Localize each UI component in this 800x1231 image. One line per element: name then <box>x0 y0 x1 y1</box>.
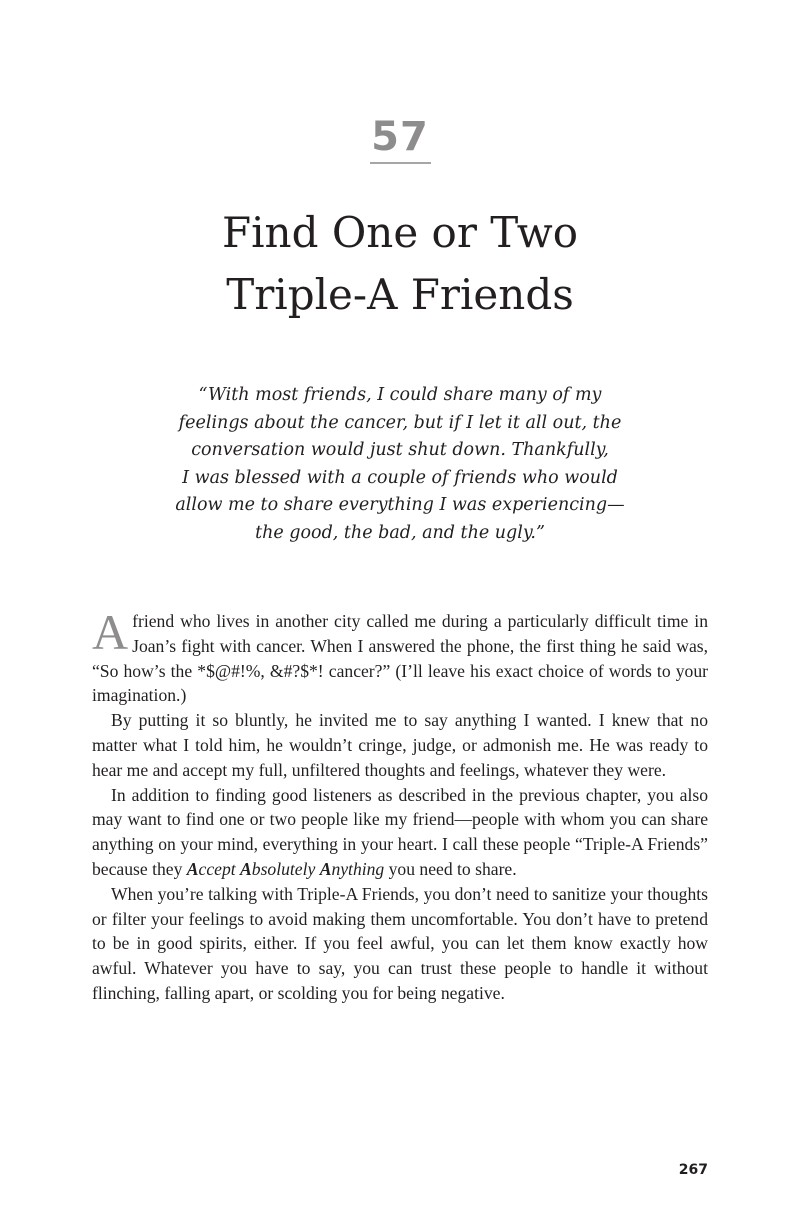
emphasis-rest: ccept <box>198 858 241 879</box>
chapter-title-line: Find One or Two <box>221 208 578 257</box>
drop-cap: A <box>92 604 129 660</box>
epigraph-line: “With most friends, I could share many of my <box>198 385 602 405</box>
epigraph-line: the good, the bad, and the ugly.” <box>255 522 545 543</box>
emphasis-initial: A <box>240 858 252 879</box>
body-paragraph: By putting it so bluntly, he invited me to say anything I wanted. I knew that no matter what I told him, he wouldn’t cringe, judge, or admonish me. He was ready to hear me and accept my full, unfiltered thoughts and feelings, whatever they were. <box>92 710 708 780</box>
epigraph-line: conversation would just shut down. Thankfully, <box>191 440 609 461</box>
page-number: 267 <box>678 1162 708 1178</box>
chapter-title <box>0 202 800 326</box>
epigraph-line: I was blessed with a couple of friends who would <box>182 467 618 488</box>
emphasis-rest: nything <box>331 858 385 879</box>
epigraph-line: feelings about the cancer, but if I let it all out, the <box>178 412 622 433</box>
epigraph-quote <box>160 382 640 548</box>
epigraph-line: allow me to share everything I was experiencing— <box>175 495 625 516</box>
chapter-number: 57 <box>371 114 429 160</box>
chapter-title-line: Triple-A Friends <box>226 270 574 319</box>
emphasis-initial: A <box>319 858 332 879</box>
body-paragraph <box>92 783 708 882</box>
paragraph-text: In addition to finding good listeners as described in the previous chapter, you also may want to find one or two people like my friend—people with whom you can share anything on your mind, everything in your heart. I call these people “Triple-A Friends” because they <box>92 784 708 879</box>
emphasized-phrase <box>187 859 384 879</box>
chapter-number-underline <box>370 162 431 164</box>
emphasis-initial: A <box>186 858 199 879</box>
body-paragraph <box>92 604 708 708</box>
emphasis-rest: bsolutely <box>251 858 320 879</box>
body-text <box>92 604 708 1006</box>
paragraph-text: friend who lives in another city called me during a particularly difficult time in Joan’s fight with cancer. When I answered the phone, the first thing he said was, “So how’s the *$@#!%, &#?$*! cancer?” (I’ll leave his exact choice of words to your imagination.) <box>92 611 708 706</box>
body-paragraph: When you’re talking with Triple-A Friends, you don’t need to sanitize your thoughts or filter your feelings to avoid making them uncomfortable. You don’t have to pretend to be in good spirits, either. If you feel awful, you can let them know exactly how awful. Whatever you have to say, you can trust these people to handle it without flinching, falling apart, or scolding you for being negative. <box>92 883 708 1003</box>
paragraph-text: you need to share. <box>384 858 517 879</box>
